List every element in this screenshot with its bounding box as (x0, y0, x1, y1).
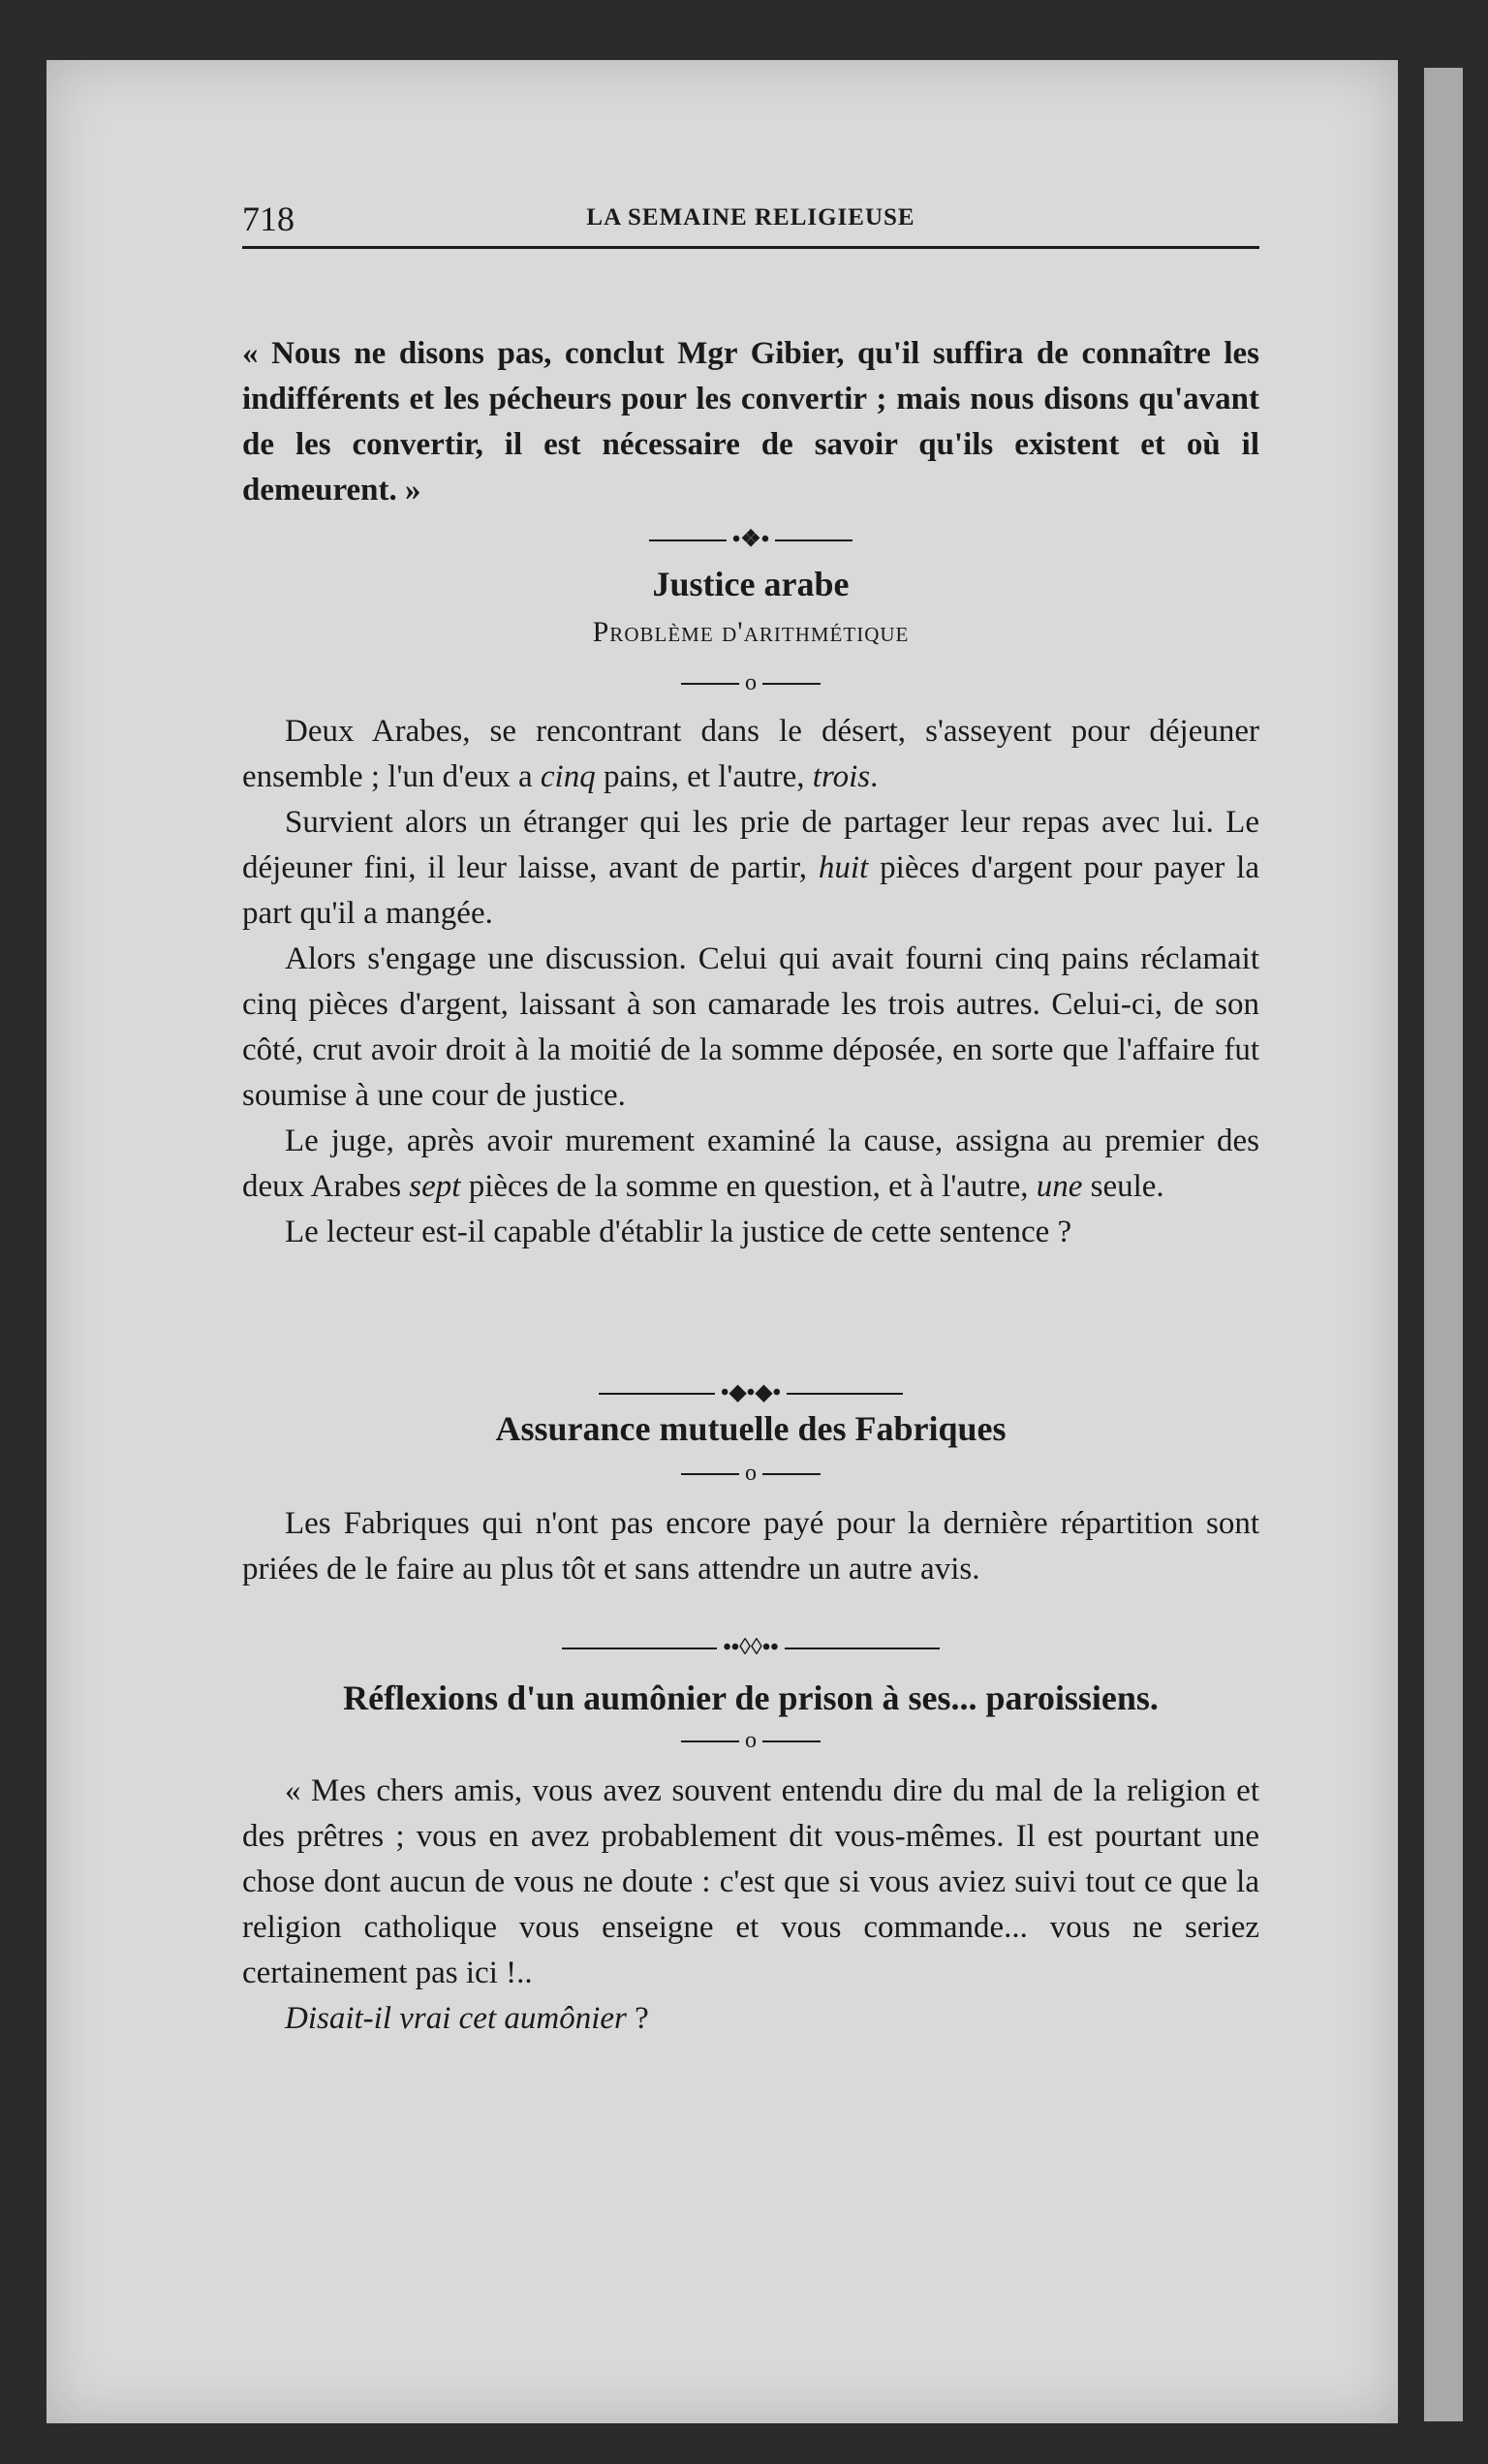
section1-separator: o (242, 670, 1259, 696)
page-header (242, 199, 1259, 247)
section2-ornament: •◆•◆• (242, 1377, 1259, 1406)
paragraph: Le juge, après avoir murement examiné la cause, assigna au premier des deux Arabes sept pièces de la somme en question, et à l'autre, une seule. (242, 1124, 1259, 1204)
paragraph: Alors s'engage une discussion. Celui qui avait fourni cinq pains réclamait cinq pièces d'argent, laissant à son camarade les trois autres. Celui-ci, de son côté, crut avoir droit à la moitié de la somme déposée, en sorte que l'affaire fut soumise à une cour de justice. (242, 941, 1259, 1113)
section3-separator: o (242, 1728, 1259, 1754)
paragraph: Deux Arabes, se rencontrant dans le désert, s'asseyent pour déjeuner ensemble ; l'un d'eux a cinq pains, et l'autre, trois. (242, 714, 1259, 794)
section1-body (242, 709, 1259, 1255)
section3-title: Réflexions d'un aumônier de prison à ses... paroissiens. (343, 1679, 1159, 1717)
paragraph: « Mes chers amis, vous avez souvent entendu dire du mal de la religion et des prêtres ; vous en avez probablement dit vous-mêmes. Il est pourtant une chose dont aucun de vous ne doute : c'est que si vous aviez suivi tout ce que la religion catholique vous enseigne et vous commande... vous ne seriez certainement pas ici !.. (242, 1773, 1259, 1990)
section1-title: Justice arabe (652, 565, 850, 603)
paragraph: Le lecteur est-il capable d'établir la justice de cette sentence ? (285, 1215, 1072, 1249)
section2-body (242, 1501, 1259, 1592)
section2-title: Assurance mutuelle des Fabriques (495, 1409, 1007, 1448)
page-number: 718 (242, 200, 294, 238)
section2-separator: o (242, 1461, 1259, 1487)
running-title: LA SEMAINE RELIGIEUSE (586, 204, 915, 231)
header-rule (242, 246, 1259, 249)
facing-page-edge (1424, 68, 1463, 2421)
section3-body (242, 1769, 1259, 2042)
closing-line: Disait-il vrai cet aumônier ? (285, 2001, 649, 2036)
paragraph: Les Fabriques qui n'ont pas encore payé pour la dernière répartition sont priées de le faire au plus tôt et sans attendre un autre avis. (242, 1506, 1259, 1586)
intro-paragraph: « Nous ne disons pas, conclut Mgr Gibier, qu'il suffira de connaître les indifférents et les pécheurs pour les convertir ; mais nous disons qu'avant de les convertir, il est nécessaire de savoir qu'ils existent et où il demeurent. » (242, 336, 1259, 508)
section3-ornament: ••◊◊•• (242, 1635, 1259, 1661)
section1-subtitle: Problème d'arithmétique (592, 616, 910, 648)
paragraph: Survient alors un étranger qui les prie de partager leur repas avec lui. Le déjeuner fini, il leur laisse, avant de partir, huit pièces d'argent pour payer la part qu'il a mangée. (242, 805, 1259, 931)
section1-ornament: •❖• (242, 525, 1259, 553)
intro-paragraph-block (242, 331, 1259, 513)
